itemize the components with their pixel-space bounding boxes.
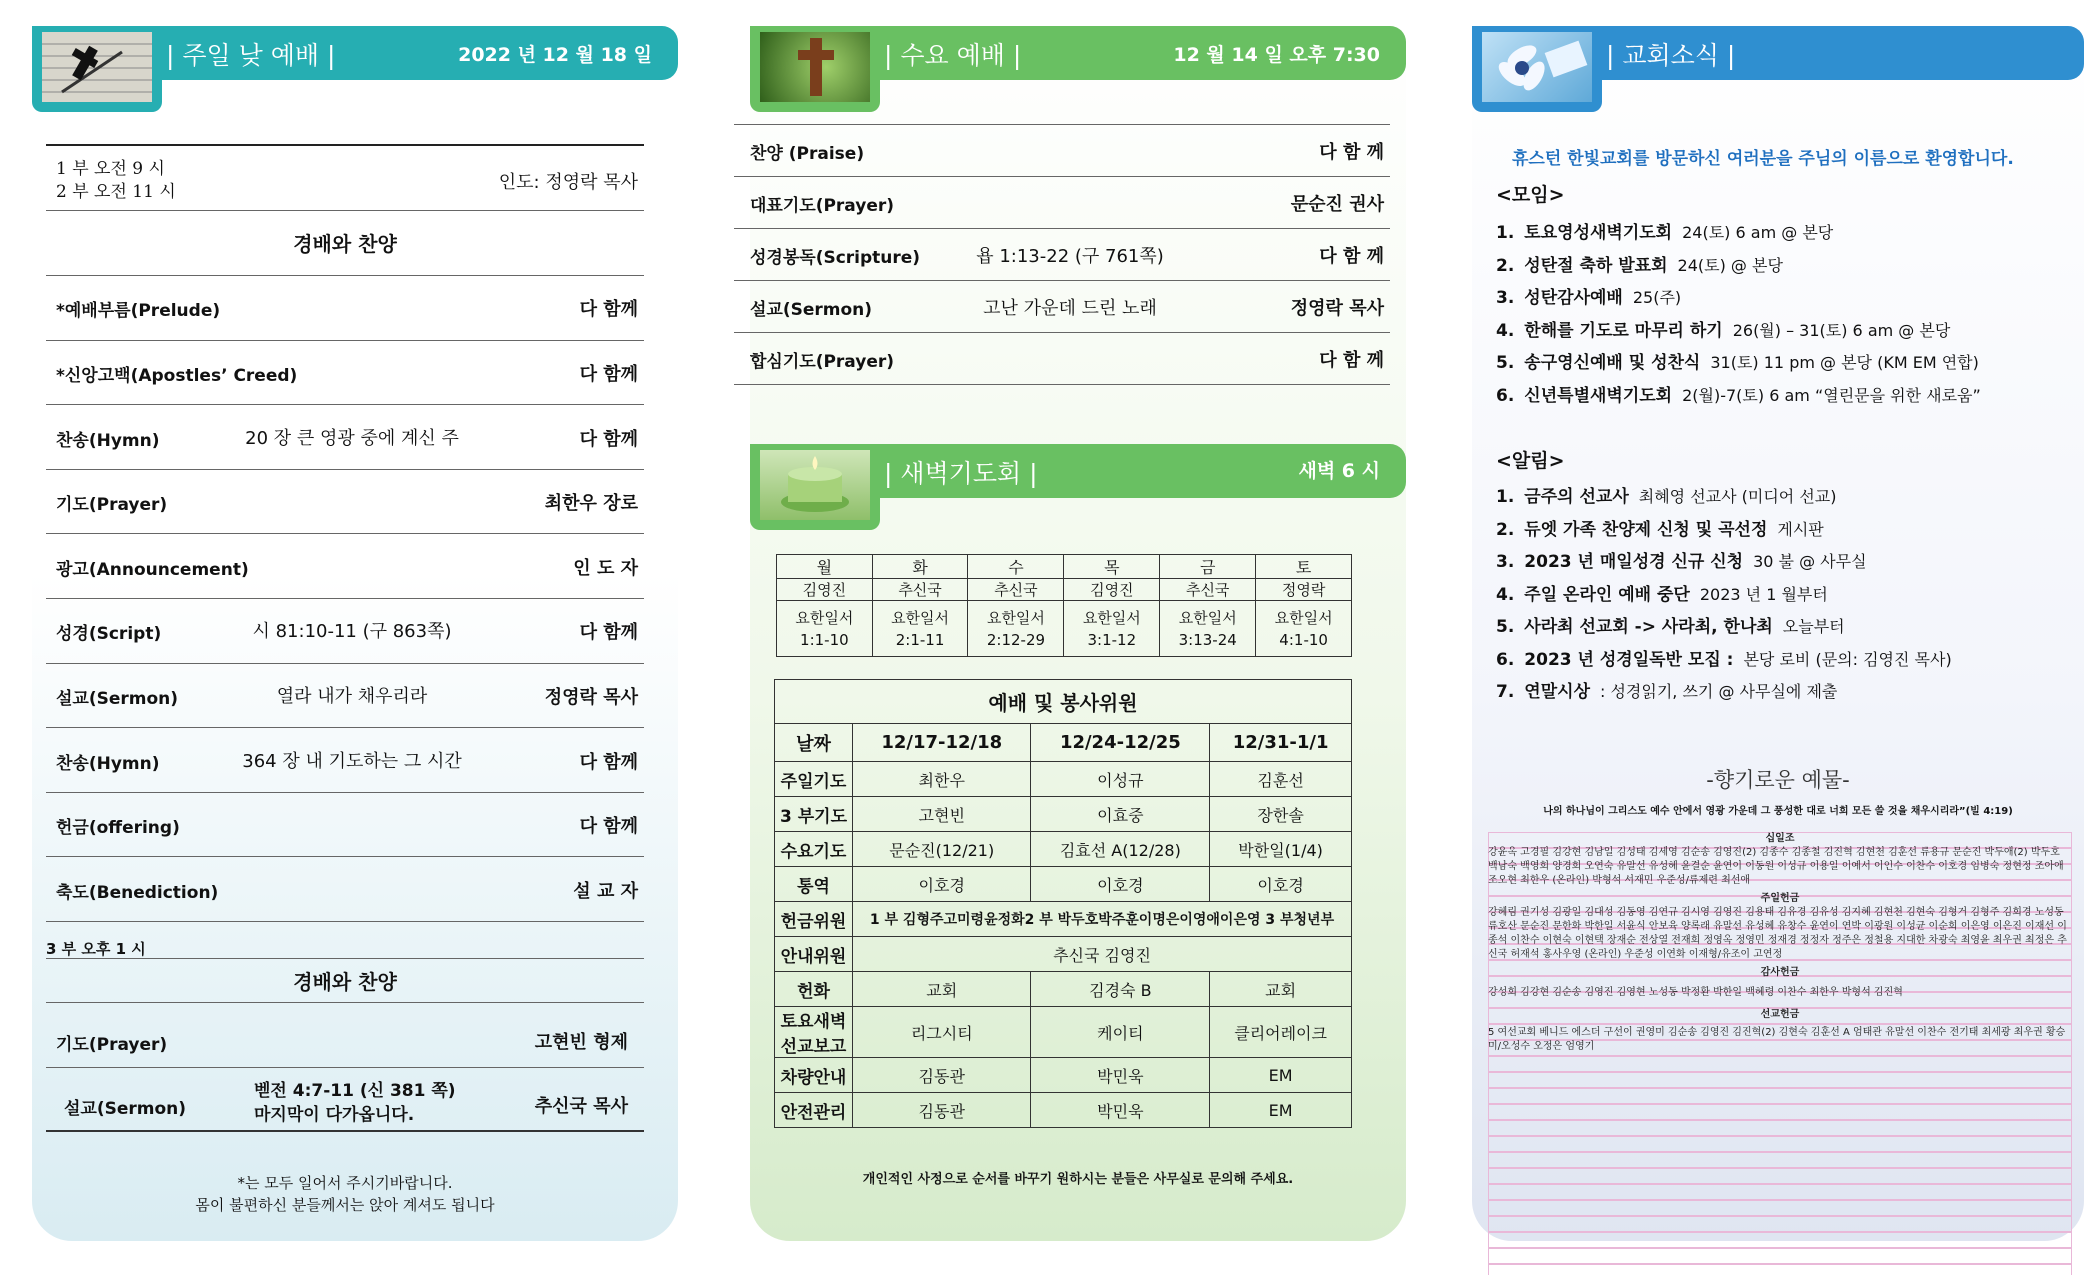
thanks-offering-title: 감사헌금 <box>1760 967 1800 978</box>
news-item-detail: 2023 년 1 월부터 <box>1699 584 1828 604</box>
welcome-message: 휴스턴 한빛교회를 방문하신 여러분을 주님의 이름으로 환영합니다. <box>1512 149 2014 169</box>
divider <box>46 469 644 470</box>
divider <box>734 332 1390 333</box>
mission-offering-title: 선교헌금 <box>1760 1009 1800 1020</box>
sunday-title: | 주일 낮 예배 | <box>166 41 336 70</box>
news-item-title: 성탄절 축하 발표회 <box>1524 255 1668 276</box>
news-item <box>1496 218 1833 243</box>
news-item <box>1496 547 1867 572</box>
news-item-title: 사라최 선교회 -> 사라최, 한나최 <box>1524 617 1773 637</box>
duty-header-cell: 12/31-1/1 <box>1210 724 1352 762</box>
news-item-title: 연말시상 <box>1524 682 1590 702</box>
news-photo <box>1472 26 1602 112</box>
news-item-detail: 2(월)-7(토) 6 am “열린문을 위한 새로움” <box>1682 385 1981 405</box>
order-item-person: 다 함께 <box>579 816 638 838</box>
divider <box>734 176 1390 177</box>
wednesday-service-panel <box>750 26 1406 1241</box>
service-leader: 인도: 정영락 목사 <box>498 172 638 193</box>
dawn-title: | 새벽기도회 | <box>884 459 1038 488</box>
news-item <box>1496 381 1981 406</box>
duty-cell: 김효선 A(12/28) <box>1031 832 1210 867</box>
duty-cell: 고현빈 <box>853 797 1031 832</box>
service-2-time: 2 부 오전 11 시 <box>56 182 176 202</box>
duty-label: 수요기도 <box>775 832 853 867</box>
duty-cell: 이호경 <box>853 867 1031 902</box>
schedule-verse: 2:12-29 <box>986 630 1046 649</box>
schedule-leader: 김영진 <box>1064 579 1160 601</box>
news-item-detail: 30 불 @ 사무실 <box>1753 552 1867 571</box>
schedule-day: 금 <box>1160 555 1256 579</box>
news-item-number: 1. <box>1496 223 1515 243</box>
wednesday-title: | 수요 예배 | <box>884 41 1022 70</box>
divider <box>46 144 644 146</box>
news-item-number: 3. <box>1496 552 1515 572</box>
duty-label: 안전관리 <box>775 1093 853 1128</box>
note-stand: *는 모두 일어서 주시기바랍니다. <box>237 1174 453 1192</box>
duty-cell: 김경숙 B <box>1031 972 1210 1007</box>
sunday-service-panel <box>32 26 678 1241</box>
news-item-detail: 오늘부터 <box>1782 617 1845 636</box>
schedule-book: 요한일서 <box>795 608 854 627</box>
news-item-detail: 24(토) 6 am @ 본당 <box>1682 223 1834 242</box>
news-item-detail: 25(주) <box>1632 288 1682 307</box>
divider <box>46 275 644 276</box>
divider <box>46 598 644 599</box>
order-item-label: 기도(Prayer) <box>56 495 168 516</box>
order-item-detail: 20 장 큰 영광 중에 계신 주 <box>245 427 459 449</box>
news-title: | 교회소식 | <box>1606 41 1736 70</box>
order-item-label: 성경(Script) <box>56 624 162 645</box>
news-item <box>1496 677 1837 702</box>
divider <box>734 228 1390 229</box>
order-item-person: 문순진 권사 <box>1290 194 1384 215</box>
dawn-photo <box>750 444 880 530</box>
news-item-title: 금주의 선교사 <box>1524 487 1629 507</box>
schedule-day: 토 <box>1256 555 1352 579</box>
news-item-title: 송구영신예배 및 성찬식 <box>1524 353 1701 373</box>
news-item <box>1496 316 1950 341</box>
news-item <box>1496 482 1837 507</box>
divider <box>734 384 1390 385</box>
schedule-verse: 3:13-24 <box>1178 630 1237 649</box>
news-item-detail: 26(월) – 31(토) 6 am @ 본당 <box>1732 320 1951 340</box>
section-title-worship: 경배와 찬양 <box>293 232 397 256</box>
order-item-detail: 시 81:10-11 (구 863쪽) <box>252 621 452 643</box>
duty-cell: 이효중 <box>1031 797 1210 832</box>
divider <box>734 124 1390 125</box>
schedule-book: 요한일서 <box>1274 608 1333 627</box>
news-item-number: 4. <box>1496 584 1515 605</box>
schedule-leader: 추신국 <box>968 579 1064 601</box>
order-item-detail: 욥 1:13-22 (구 761쪽) <box>976 246 1164 267</box>
duty-label: 통역 <box>775 867 853 902</box>
duty-cell: 장한솔 <box>1210 797 1352 832</box>
meetings-title: <모임> <box>1496 184 1565 206</box>
schedule-day: 월 <box>777 555 873 579</box>
duty-cell: 박민욱 <box>1031 1058 1210 1093</box>
duty-cell: EM <box>1210 1058 1352 1093</box>
duty-cell: 최한우 <box>853 762 1031 797</box>
order-item-person: 다 함께 <box>579 622 638 644</box>
schedule-verse: 4:1-10 <box>1279 630 1328 649</box>
divider <box>46 663 644 664</box>
duty-cell: 이호경 <box>1031 867 1210 902</box>
news-item-detail: 게시판 <box>1777 519 1824 539</box>
order-item-person: 정영락 목사 <box>544 686 638 708</box>
order-item-label: 합심기도(Prayer) <box>750 352 895 372</box>
divider <box>46 210 644 211</box>
duty-label: 헌금위원 <box>775 902 853 937</box>
schedule-book: 요한일서 <box>986 608 1045 627</box>
news-item-number: 3. <box>1496 288 1515 308</box>
news-item-number: 2. <box>1496 255 1515 276</box>
duty-header-cell: 날짜 <box>775 724 853 762</box>
news-item-title: 성탄감사예배 <box>1524 288 1623 308</box>
news-item-detail: 24(토) @ 본당 <box>1677 255 1783 275</box>
news-item-number: 5. <box>1496 617 1515 637</box>
divider <box>46 958 644 959</box>
divider <box>46 1130 644 1132</box>
duty-header-cell: 12/17-12/18 <box>853 724 1031 762</box>
duty-cell: 김훈선 <box>1210 762 1352 797</box>
order-item-person: 최한우 장로 <box>544 493 638 515</box>
news-item-title: 한해를 기도로 마무리 하기 <box>1524 320 1723 341</box>
schedule-leader: 추신국 <box>872 579 968 601</box>
news-item-number: 6. <box>1496 649 1515 670</box>
news-item <box>1496 515 1824 540</box>
news-item-number: 2. <box>1496 519 1515 540</box>
duty-table <box>774 679 1352 1128</box>
order-item-person: 설 교 자 <box>573 880 638 902</box>
thanks-offering-list: 강성희 김강현 김순송 김영진 김영현 노성동 박정환 박한일 백혜령 이찬수 최한우 박형석 김진혁 <box>1488 987 1903 998</box>
news-item-title: 듀엣 가족 찬양제 신청 및 곡선정 <box>1524 519 1768 540</box>
duty-cell: 이호경 <box>1210 867 1352 902</box>
order-item-label: 설교(Sermon) <box>56 688 179 709</box>
order-item-label: 설교(Sermon) <box>750 300 873 320</box>
divider <box>46 921 644 922</box>
order-item-person: 다 함께 <box>579 299 638 321</box>
order-item-person: 다 함께 <box>579 363 638 385</box>
church-news-panel <box>1472 26 2084 1241</box>
schedule-verse: 2:1-11 <box>895 630 945 649</box>
duty-label: 안내위원 <box>775 937 853 972</box>
sunday-date: 2022 년 12 월 18 일 <box>458 44 652 66</box>
duty-cell: 교회 <box>1210 972 1352 1007</box>
section-title-worship-3: 경배와 찬양 <box>293 970 397 994</box>
news-item-title: 토요영성새벽기도회 <box>1524 223 1673 243</box>
divider <box>46 1002 644 1003</box>
news-item-detail: : 성경읽기, 쓰기 @ 사무실에 제출 <box>1600 682 1838 701</box>
divider <box>46 856 644 857</box>
wooden-cross-icon <box>760 32 870 102</box>
news-item-number: 1. <box>1496 487 1515 507</box>
duty-cell: 교회 <box>853 972 1031 1007</box>
duty-label: 차량안내 <box>775 1058 853 1093</box>
duty-cell: 리그시티 <box>853 1007 1031 1058</box>
duty-title: 예배 및 봉사위원 <box>775 680 1352 724</box>
dawn-schedule-table <box>776 554 1352 657</box>
schedule-passage <box>1064 601 1160 657</box>
sunday-photo <box>32 26 162 112</box>
order-item-label: 찬양 (Praise) <box>750 144 865 164</box>
order-item-label: 설교(Sermon) <box>64 1099 187 1119</box>
news-item <box>1496 251 1783 276</box>
order-item-label: 축도(Benediction) <box>56 882 219 903</box>
schedule-passage <box>1256 601 1352 657</box>
dawn-time: 새벽 6 시 <box>1298 460 1380 482</box>
duty-note: 개인적인 사정으로 순서를 바꾸기 원하시는 분들은 사무실로 문의해 주세요. <box>862 1172 1294 1187</box>
duty-cell: 클리어레이크 <box>1210 1007 1352 1058</box>
divider <box>734 280 1390 281</box>
duty-cell: 문순진(12/21) <box>853 832 1031 867</box>
duty-label: 주일기도 <box>775 762 853 797</box>
duty-label: 헌화 <box>775 972 853 1007</box>
cross-icon <box>42 32 152 102</box>
divider <box>46 340 644 341</box>
duty-cell: 박한일(1/4) <box>1210 832 1352 867</box>
order-item-person: 다 함께 <box>579 428 638 450</box>
duty-cell: 박민욱 <box>1031 1093 1210 1128</box>
schedule-leader: 추신국 <box>1160 579 1256 601</box>
news-item-title: 신년특별새벽기도회 <box>1524 385 1673 406</box>
news-item <box>1496 580 1828 605</box>
candle-icon <box>760 450 870 520</box>
order-item-person: 고현빈 형제 <box>534 1032 628 1053</box>
mission-offering-list: 5 여선교회 베니드 에스더 구선이 권영미 김순송 김영진 김진혁(2) 김현숙 김훈선 A 엄태관 유말선 이찬수 전기태 최세광 최우권 황승미/오성수 오정은 엄영기 <box>1488 1027 2066 1052</box>
note-sit: 몸이 불편하신 분들께서는 앉아 계셔도 됩니다 <box>195 1196 495 1214</box>
offering-verse: 나의 하나님이 그리스도 예수 안에서 영광 가운데 그 풍성한 대로 너희 모든 쓸 것을 채우시리라”(빌 4:19) <box>1543 806 2013 817</box>
news-item <box>1496 283 1681 308</box>
news-item-title: 주일 온라인 예배 중단 <box>1524 584 1690 605</box>
order-item-person: 정영락 목사 <box>1290 298 1384 319</box>
wednesday-photo <box>750 26 880 112</box>
donor-lists <box>1488 832 2072 1054</box>
divider <box>46 792 644 793</box>
divider <box>46 533 644 534</box>
schedule-passage <box>968 601 1064 657</box>
order-item-detail: 열라 내가 채우리라 <box>276 685 428 707</box>
order-item-label: 헌금(offering) <box>56 818 180 839</box>
divider <box>46 1067 644 1068</box>
schedule-passage <box>777 601 873 657</box>
order-item-person: 인 도 자 <box>573 557 638 579</box>
duty-cell: EM <box>1210 1093 1352 1128</box>
order-item-detail: 고난 가운데 드린 노래 <box>983 298 1157 319</box>
schedule-book: 요한일서 <box>1082 608 1141 627</box>
order-item-person: 다 함께 <box>579 751 638 773</box>
news-item-number: 6. <box>1496 385 1515 406</box>
duty-label: 3 부기도 <box>775 797 853 832</box>
order-item-detail: 364 장 내 기도하는 그 시간 <box>242 750 462 772</box>
news-item-title: 2023 년 성경일독반 모집 : <box>1524 649 1734 670</box>
order-item-label: 대표기도(Prayer) <box>750 196 895 216</box>
schedule-book: 요한일서 <box>891 608 950 627</box>
order-item-label: 기도(Prayer) <box>56 1035 168 1055</box>
order-item-label: 성경봉독(Scripture) <box>750 248 921 268</box>
schedule-leader: 정영락 <box>1256 579 1352 601</box>
order-item-person: 다 함 께 <box>1319 350 1384 371</box>
news-item-number: 7. <box>1496 682 1515 702</box>
news-item <box>1496 612 1845 637</box>
offering-committee: 1 부 김형주고미령윤정화2 부 박두호박주훈이명은이영애이은영 3 부청년부 <box>853 902 1352 937</box>
duty-cell: 김동관 <box>853 1093 1031 1128</box>
order-item-person: 다 함 께 <box>1319 142 1384 163</box>
schedule-book: 요한일서 <box>1178 608 1237 627</box>
offering-title: -향기로운 예물- <box>1706 768 1850 792</box>
usher-committee: 추신국 김영진 <box>853 937 1352 972</box>
order-item-sermon-title: 마지막이 다가옵니다. <box>254 1105 415 1125</box>
order-item-scripture: 벧전 4:7-11 (신 381 쪽) <box>254 1081 456 1101</box>
notices-title: <알림> <box>1496 450 1565 472</box>
news-item-title: 2023 년 매일성경 신규 신청 <box>1524 552 1744 572</box>
duty-label: 토요새벽 선교보고 <box>775 1007 853 1058</box>
order-item-person: 추신국 목사 <box>534 1096 628 1117</box>
schedule-day: 화 <box>872 555 968 579</box>
order-item-label: 찬송(Hymn) <box>56 430 160 451</box>
news-item <box>1496 645 1952 670</box>
schedule-verse: 3:1-12 <box>1087 630 1137 649</box>
flower-icon <box>1482 32 1592 102</box>
order-item-label: 찬송(Hymn) <box>56 753 160 774</box>
tithe-title: 십일조 <box>1765 833 1795 844</box>
schedule-day: 목 <box>1064 555 1160 579</box>
order-item-label: 광고(Announcement) <box>56 559 249 580</box>
news-item-detail: 최혜영 선교사 (미디어 선교) <box>1638 487 1837 506</box>
sunday-offering-title: 주일헌금 <box>1760 893 1800 904</box>
service-3-time: 3 부 오후 1 시 <box>46 940 146 958</box>
news-item-number: 5. <box>1496 353 1515 373</box>
divider <box>46 404 644 405</box>
duty-header-cell: 12/24-12/25 <box>1031 724 1210 762</box>
schedule-leader: 김영진 <box>777 579 873 601</box>
divider <box>46 727 644 728</box>
wednesday-date: 12 월 14 일 오후 7:30 <box>1173 44 1380 66</box>
service-1-time: 1 부 오전 9 시 <box>56 159 165 179</box>
news-item-number: 4. <box>1496 320 1515 341</box>
order-item-label: *신앙고백(Apostles’ Creed) <box>56 365 298 386</box>
news-item <box>1496 348 1979 373</box>
order-item-person: 다 함 께 <box>1319 246 1384 267</box>
schedule-day: 수 <box>968 555 1064 579</box>
order-item-label: *예배부름(Prelude) <box>56 301 221 322</box>
news-item-detail: 본당 로비 (문의: 김영진 목사) <box>1743 649 1952 669</box>
tithe-list: 강윤옥 고경필 김강현 김남일 김성태 김세영 김순송 김영진(2) 김종수 김종철 김진혁 김현천 김훈선 류용규 문순진 박두애(2) 박두호 백남숙 백영희 양경희 오연숙 유말선 유성혜 윤결순 윤연이 이동원 이성규 이용일 이예서 이인수 이찬수 이호경 임병숙 정현정 조아애 조오현 최한우 (온라인) 박형석 서재민 우준성/류제련 최선애 <box>1488 847 2064 886</box>
duty-cell: 김동관 <box>853 1058 1031 1093</box>
schedule-passage <box>872 601 968 657</box>
duty-cell: 케이티 <box>1031 1007 1210 1058</box>
news-item-detail: 31(토) 11 pm @ 본당 (KM EM 연합) <box>1710 353 1979 372</box>
schedule-passage <box>1160 601 1256 657</box>
schedule-verse: 1:1-10 <box>800 630 849 649</box>
duty-cell: 이성규 <box>1031 762 1210 797</box>
sunday-offering-list: 강혜림 권기성 김광일 김대성 김동영 김연규 김시영 김영진 김용태 김유경 김유성 김지혜 김현천 김현숙 김형거 김형주 김희경 노성동 류호산 문순진 문한화 박한일 서윤식 안보육 양록래 유말선 유성혜 유창수 윤연이 연박 이광원 이성균 이순희 이은영 이은진 이재선 이종석 이찬수 이현숙 이현택 장재순 전상열 전재희 정영옥 정영민 정재경 정정자 정주은 정철용 지대한 차광숙 최영윤 최우권 최정은 추신국 허재석 홍사우영 (온라인) 우준성 이연화 이재형/유조이 고연정 <box>1488 907 2067 960</box>
